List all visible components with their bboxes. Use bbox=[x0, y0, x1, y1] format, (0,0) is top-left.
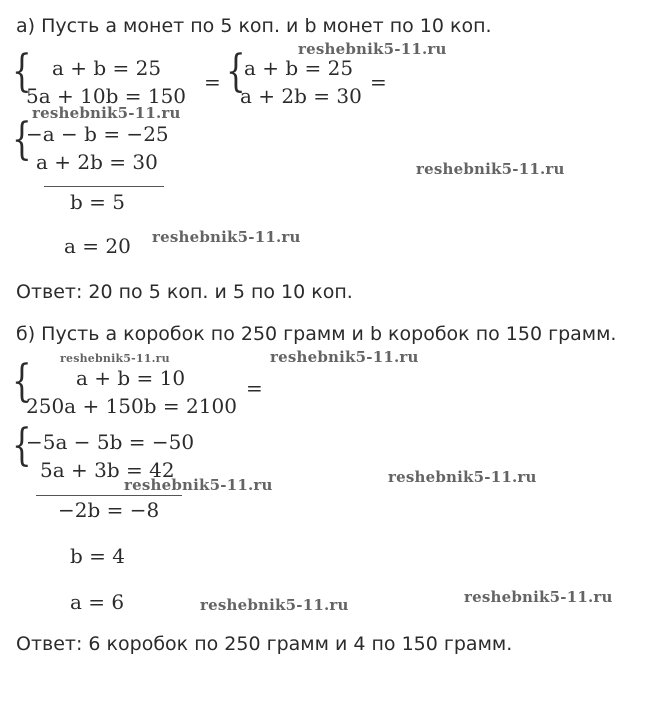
watermark: reshebnik5-11.ru bbox=[200, 596, 349, 614]
watermark: reshebnik5-11.ru bbox=[270, 348, 419, 366]
sum-rule bbox=[44, 186, 164, 187]
part-b-system1-eq1: a + b = 10 bbox=[76, 366, 186, 390]
part-a-result-b: b = 5 bbox=[70, 190, 125, 214]
sum-rule bbox=[36, 495, 182, 496]
part-a-equals-sign-1: = bbox=[204, 70, 221, 94]
system-brace: { bbox=[12, 420, 32, 471]
watermark: reshebnik5-11.ru bbox=[298, 40, 447, 58]
part-b-result-a: a = 6 bbox=[70, 590, 125, 614]
part-a-system2-eq1: a + b = 25 bbox=[244, 56, 354, 80]
system-brace: { bbox=[12, 356, 32, 407]
part-b-equals-sign-1: = bbox=[246, 376, 263, 400]
part-b-system2-eq2: 5a + 3b = 42 bbox=[40, 458, 175, 482]
part-b-system2-eq1: −5a − 5b = −50 bbox=[26, 430, 195, 454]
part-a-system3-eq1: −a − b = −25 bbox=[26, 122, 169, 146]
watermark: reshebnik5-11.ru bbox=[388, 468, 537, 486]
watermark: reshebnik5-11.ru bbox=[152, 228, 301, 246]
part-b-system1-eq2: 250a + 150b = 2100 bbox=[26, 394, 237, 418]
watermark: reshebnik5-11.ru bbox=[124, 476, 273, 494]
part-b-heading: б) Пусть а коробок по 250 грамм и b коробок по 150 грамм. bbox=[16, 323, 617, 345]
part-b-answer: Ответ: 6 коробок по 250 грамм и 4 по 150 грамм. bbox=[16, 633, 513, 655]
part-b-sum: −2b = −8 bbox=[58, 498, 160, 522]
part-a-system3-eq2: a + 2b = 30 bbox=[36, 150, 158, 174]
watermark: reshebnik5-11.ru bbox=[416, 160, 565, 178]
part-b-result-b: b = 4 bbox=[70, 544, 125, 568]
part-a-equals-sign-2: = bbox=[370, 70, 387, 94]
system-brace: { bbox=[12, 114, 32, 165]
system-brace: { bbox=[12, 46, 32, 97]
watermark: reshebnik5-11.ru bbox=[464, 588, 613, 606]
watermark: reshebnik5-11.ru bbox=[60, 352, 170, 365]
part-a-heading: а) Пусть а монет по 5 коп. и b монет по 10 коп. bbox=[16, 15, 492, 37]
part-a-system2-eq2: a + 2b = 30 bbox=[240, 84, 362, 108]
part-a-answer: Ответ: 20 по 5 коп. и 5 по 10 коп. bbox=[16, 281, 353, 303]
part-a-result-a: a = 20 bbox=[64, 234, 131, 258]
part-a-system1-eq1: a + b = 25 bbox=[52, 56, 162, 80]
part-a-system1-eq2: 5a + 10b = 150 bbox=[26, 84, 187, 108]
system-brace: { bbox=[226, 46, 246, 97]
watermark: reshebnik5-11.ru bbox=[32, 104, 181, 122]
